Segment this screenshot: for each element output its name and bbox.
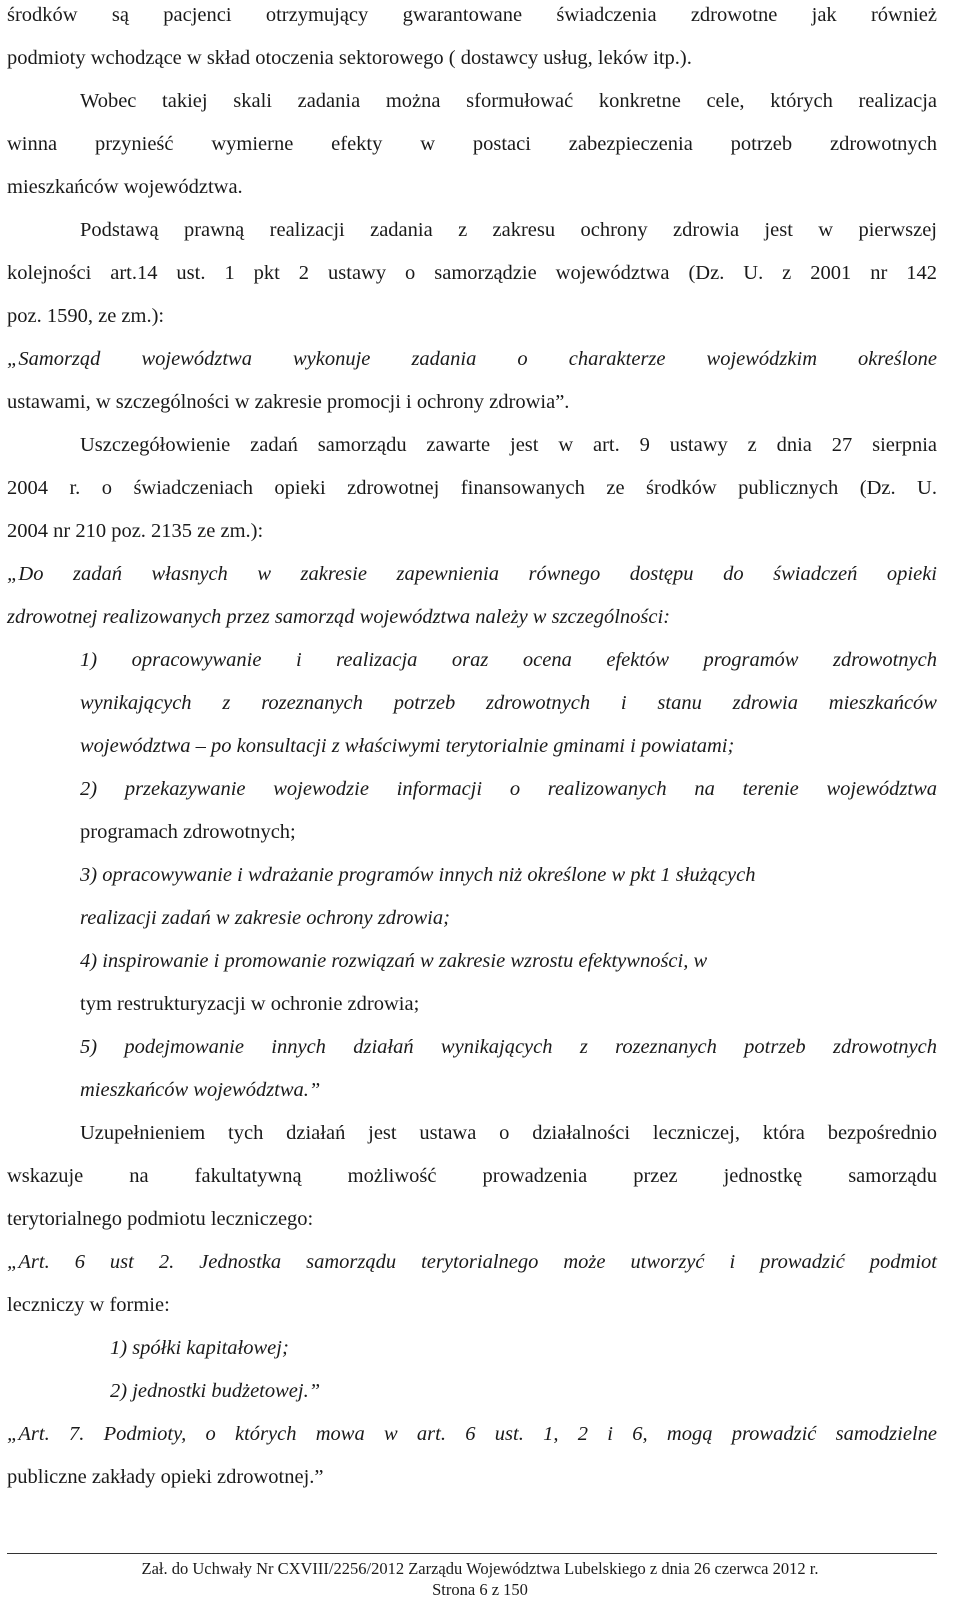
quote-line: „Samorząd województwa wykonuje zadania o charakterze wojewódzkim określone	[7, 348, 937, 370]
body-line: podmioty wchodzące w skład otoczenia sektorowego ( dostawcy usług, leków itp.).	[7, 47, 692, 69]
list-item: wynikających z rozeznanych potrzeb zdrowotnych i stanu zdrowia mieszkańców	[80, 692, 937, 714]
footer-resolution: Zał. do Uchwały Nr CXVIII/2256/2012 Zarządu Województwa Lubelskiego z dnia 26 czerwca 2012 r.	[141, 1559, 819, 1578]
list-item: mieszkańców województwa.”	[80, 1079, 321, 1101]
quote-line: „Art. 7. Podmioty, o których mowa w art. 6 ust. 1, 2 i 6, mogą prowadzić samodzielne	[7, 1423, 937, 1445]
quote-line: zdrowotnej realizowanych przez samorząd województwa należy w szczególności:	[7, 606, 671, 628]
list-item: realizacji zadań w zakresie ochrony zdrowia;	[80, 907, 450, 929]
quote-line: publiczne zakłady opieki zdrowotnej.”	[7, 1466, 324, 1488]
body-line: terytorialnego podmiotu leczniczego:	[7, 1208, 314, 1230]
list-item: 2) jednostki budżetowej.”	[110, 1380, 321, 1402]
body-line: kolejności art.14 ust. 1 pkt 2 ustawy o samorządzie województwa (Dz. U. z 2001 nr 142	[7, 262, 937, 284]
list-item: 4) inspirowanie i promowanie rozwiązań w zakresie wzrostu efektywności, w	[80, 950, 708, 972]
body-line: 2004 nr 210 poz. 2135 ze zm.):	[7, 520, 264, 542]
list-item: 2) przekazywanie wojewodzie informacji o realizowanych na terenie województwa	[80, 778, 937, 800]
quote-line: leczniczy w formie:	[7, 1294, 170, 1316]
list-item: programach zdrowotnych;	[80, 821, 296, 843]
list-item: tym restrukturyzacji w ochronie zdrowia;	[80, 993, 420, 1015]
body-line: wskazuje na fakultatywną możliwość prowadzenia przez jednostkę samorządu	[7, 1165, 937, 1187]
body-line: Uzupełnieniem tych działań jest ustawa o działalności leczniczej, która bezpośrednio	[80, 1122, 937, 1144]
body-line: poz. 1590, ze zm.):	[7, 305, 165, 327]
body-line: Wobec takiej skali zadania można sformułować konkretne cele, których realizacja	[80, 90, 937, 112]
quote-line: „Art. 6 ust 2. Jednostka samorządu terytorialnego może utworzyć i prowadzić podmiot	[7, 1251, 937, 1273]
body-line: 2004 r. o świadczeniach opieki zdrowotnej finansowanych ze środków publicznych (Dz. U.	[7, 477, 937, 499]
body-line: Uszczegółowienie zadań samorządu zawarte jest w art. 9 ustawy z dnia 27 sierpnia	[80, 434, 937, 456]
list-item: 1) spółki kapitałowej;	[110, 1337, 289, 1359]
body-line: Podstawą prawną realizacji zadania z zakresu ochrony zdrowia jest w pierwszej	[80, 219, 937, 241]
quote-line: „Do zadań własnych w zakresie zapewnienia równego dostępu do świadczeń opieki	[7, 563, 937, 585]
body-line: winna przynieść wymierne efekty w postaci zabezpieczenia potrzeb zdrowotnych	[7, 133, 937, 155]
list-item: 5) podejmowanie innych działań wynikających z rozeznanych potrzeb zdrowotnych	[80, 1036, 937, 1058]
quote-line: ustawami, w szczególności w zakresie promocji i ochrony zdrowia”.	[7, 391, 570, 413]
body-line: środków są pacjenci otrzymujący gwarantowane świadczenia zdrowotne jak również	[7, 4, 937, 26]
list-item: województwa – po konsultacji z właściwymi terytorialnie gminami i powiatami;	[80, 735, 735, 757]
body-line: mieszkańców województwa.	[7, 176, 243, 198]
page-number: Strona 6 z 150	[432, 1580, 528, 1599]
list-item: 3) opracowywanie i wdrażanie programów innych niż określone w pkt 1 służących	[80, 864, 756, 886]
list-item: 1) opracowywanie i realizacja oraz ocena efektów programów zdrowotnych	[80, 649, 937, 671]
footer-divider	[7, 1553, 937, 1554]
